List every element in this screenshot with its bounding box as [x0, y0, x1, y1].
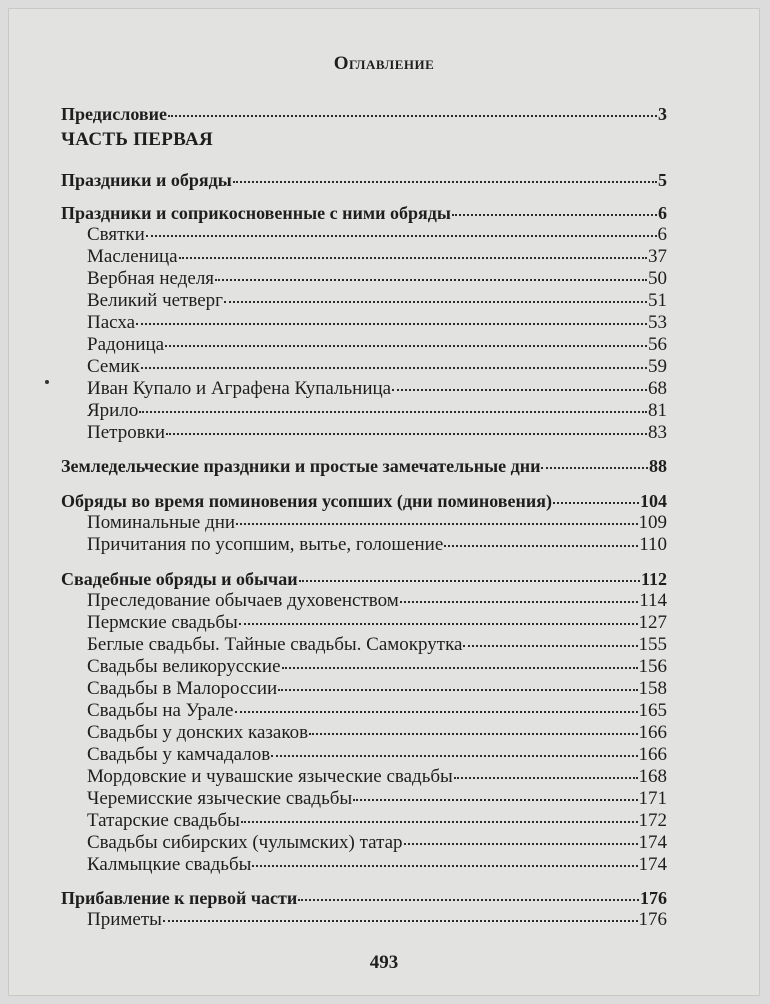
dot-leader	[454, 777, 638, 779]
toc-entry-page: 171	[638, 788, 667, 809]
dot-leader	[166, 433, 647, 435]
toc-entry-title: Причитания по усопшим, вытье, голошение	[87, 534, 444, 555]
dot-leader	[136, 323, 647, 325]
toc-entry-title: Свадьбы в Малороссии	[87, 678, 278, 699]
toc-entry	[61, 202, 667, 224]
toc-entry-title: Великий четверг	[87, 290, 223, 311]
toc-entry-page: 51	[648, 290, 667, 311]
dot-leader	[553, 502, 639, 504]
dot-leader	[353, 799, 637, 801]
toc-subentry	[87, 854, 667, 876]
toc-subentry	[87, 334, 667, 356]
toc-entry-page: 3	[658, 104, 667, 124]
toc-entry-page: 68	[648, 378, 667, 399]
toc-entry	[61, 169, 667, 191]
dot-leader	[146, 235, 657, 237]
dot-leader	[141, 367, 647, 369]
toc-entry-title: Семик	[87, 356, 140, 377]
toc-entry-page: 88	[649, 456, 667, 476]
toc-entry	[61, 455, 667, 477]
toc-entry-title: Калмыцкие свадьбы	[87, 854, 252, 875]
toc-subentry	[87, 312, 667, 334]
toc-entry-page: 110	[639, 534, 667, 555]
dot-leader	[278, 689, 637, 691]
toc-entry-title: Свадьбы у камчадалов	[87, 744, 271, 765]
toc-entry-title: Праздники и обряды	[61, 170, 232, 190]
toc-entry-title: Приметы	[87, 909, 162, 930]
dot-leader	[463, 645, 637, 647]
toc-entry-page: 176	[640, 888, 667, 908]
toc-entry-page: 168	[638, 766, 667, 787]
dot-leader	[179, 257, 647, 259]
toc-entry-page: 81	[648, 400, 667, 421]
print-speck	[45, 380, 49, 384]
toc-entry-title: Иван Купало и Аграфена Купальница	[87, 378, 392, 399]
toc-subentry	[87, 590, 667, 612]
dot-leader	[541, 467, 648, 469]
toc-subentry	[87, 224, 667, 246]
toc-entry	[61, 568, 667, 590]
toc-subentry	[87, 700, 667, 722]
toc-subentry	[87, 744, 667, 766]
dot-leader	[168, 115, 657, 117]
toc-entry-title: Радоница	[87, 334, 165, 355]
toc-entry-page: 53	[648, 312, 667, 333]
toc-entry-page: 109	[638, 512, 667, 533]
dot-leader	[139, 411, 647, 413]
toc-subentry	[87, 656, 667, 678]
toc-subentry	[87, 722, 667, 744]
dot-leader	[299, 580, 640, 582]
toc-entry-page: 6	[657, 224, 667, 245]
toc-entry-page: 176	[638, 909, 667, 930]
toc-entry	[61, 887, 667, 909]
toc-entry-title: Свадьбы сибирских (чулымских) татар	[87, 832, 403, 853]
toc-subentry	[87, 612, 667, 634]
toc-entry-title: Свадьбы у донских казаков	[87, 722, 309, 743]
toc-subentry	[87, 534, 667, 556]
dot-leader	[309, 733, 637, 735]
toc-entry-title: Пасха	[87, 312, 136, 333]
dot-leader	[298, 899, 639, 901]
toc-entry-title: Обряды во время поминовения усопших (дни поминовения)	[61, 491, 552, 511]
toc-subentry	[87, 422, 667, 444]
toc-subentry	[87, 678, 667, 700]
toc-entry-title: Петровки	[87, 422, 166, 443]
toc-entry-page: 56	[648, 334, 667, 355]
toc-entry-title: Пермские свадьбы	[87, 612, 238, 633]
toc-entry-title: Предисловие	[61, 104, 167, 124]
toc-entry-page: 156	[638, 656, 667, 677]
dot-leader	[282, 667, 638, 669]
toc-entry-title: Праздники и соприкосновенные с ними обряды	[61, 203, 451, 223]
toc-entry-page: 83	[648, 422, 667, 443]
toc-entry-title: Ярило	[87, 400, 139, 421]
toc-entry-page: 114	[639, 590, 667, 611]
toc-subentry	[87, 246, 667, 268]
dot-leader	[224, 301, 647, 303]
toc-subentry	[87, 810, 667, 832]
dot-leader	[239, 623, 638, 625]
toc-entry-page: 158	[638, 678, 667, 699]
toc-entry-title: Святки	[87, 224, 145, 245]
dot-leader	[215, 279, 647, 281]
dot-leader	[404, 843, 638, 845]
toc-entry-title: Беглые свадьбы. Тайные свадьбы. Самокрутка	[87, 634, 463, 655]
dot-leader	[252, 865, 637, 867]
toc-subentry	[87, 268, 667, 290]
toc-subentry	[87, 766, 667, 788]
toc-subentry	[87, 634, 667, 656]
dot-leader	[271, 755, 637, 757]
toc-entry-page: 174	[638, 832, 667, 853]
dot-leader	[452, 214, 657, 216]
toc-entry-title: Масленица	[87, 246, 178, 267]
toc-entry-title: Преследование обычаев духовенством	[87, 590, 399, 611]
toc-entry-title: Поминальные дни	[87, 512, 236, 533]
dot-leader	[444, 545, 638, 547]
part-title: ЧАСТЬ ПЕРВАЯ	[61, 129, 214, 150]
toc-entry-page: 155	[638, 634, 667, 655]
toc-entry-page: 127	[638, 612, 667, 633]
toc-entry-title: Татарские свадьбы	[87, 810, 240, 831]
dot-leader	[241, 821, 638, 823]
toc-entry-title: Свадебные обряды и обычаи	[61, 569, 298, 589]
dot-leader	[400, 601, 638, 603]
toc-entry-title: Прибавление к первой части	[61, 888, 298, 908]
toc-subentry	[87, 512, 667, 534]
toc-entry-page: 174	[638, 854, 667, 875]
page-heading: Оглавление	[333, 53, 435, 74]
toc-entry-page: 166	[638, 744, 667, 765]
toc-entry-title: Свадьбы на Урале	[87, 700, 234, 721]
toc-entry-title: Черемисские языческие свадьбы	[87, 788, 353, 809]
toc-subentry	[87, 832, 667, 854]
toc-entry	[61, 103, 667, 125]
toc-entry-title: Мордовские и чувашские языческие свадьбы	[87, 766, 453, 787]
toc-subentry	[87, 909, 667, 931]
toc-subentry	[87, 356, 667, 378]
toc-subentry	[87, 400, 667, 422]
toc-entry-page: 5	[658, 170, 667, 190]
toc-entry-page: 165	[638, 700, 667, 721]
toc-entry-page: 172	[638, 810, 667, 831]
toc-entry-page: 166	[638, 722, 667, 743]
book-page	[8, 8, 760, 996]
toc-subentry	[87, 788, 667, 810]
toc-entry-title: Вербная неделя	[87, 268, 215, 289]
dot-leader	[235, 711, 638, 713]
toc-entry-page: 59	[648, 356, 667, 377]
toc-entry-page: 104	[640, 491, 667, 511]
toc-entry-page: 6	[658, 203, 667, 223]
dot-leader	[163, 920, 638, 922]
dot-leader	[392, 389, 647, 391]
toc-entry-page: 37	[648, 246, 667, 267]
toc-entry-page: 112	[640, 569, 667, 589]
page-number: 493	[369, 952, 399, 973]
toc-subentry	[87, 290, 667, 312]
toc-entry-title: Свадьбы великорусские	[87, 656, 281, 677]
toc-entry-page: 50	[648, 268, 667, 289]
toc-entry	[61, 490, 667, 512]
toc-subentry	[87, 378, 667, 400]
dot-leader	[236, 523, 637, 525]
dot-leader	[233, 181, 657, 183]
toc-entry-title: Земледельческие праздники и простые замечательные дни	[61, 456, 541, 476]
dot-leader	[165, 345, 647, 347]
